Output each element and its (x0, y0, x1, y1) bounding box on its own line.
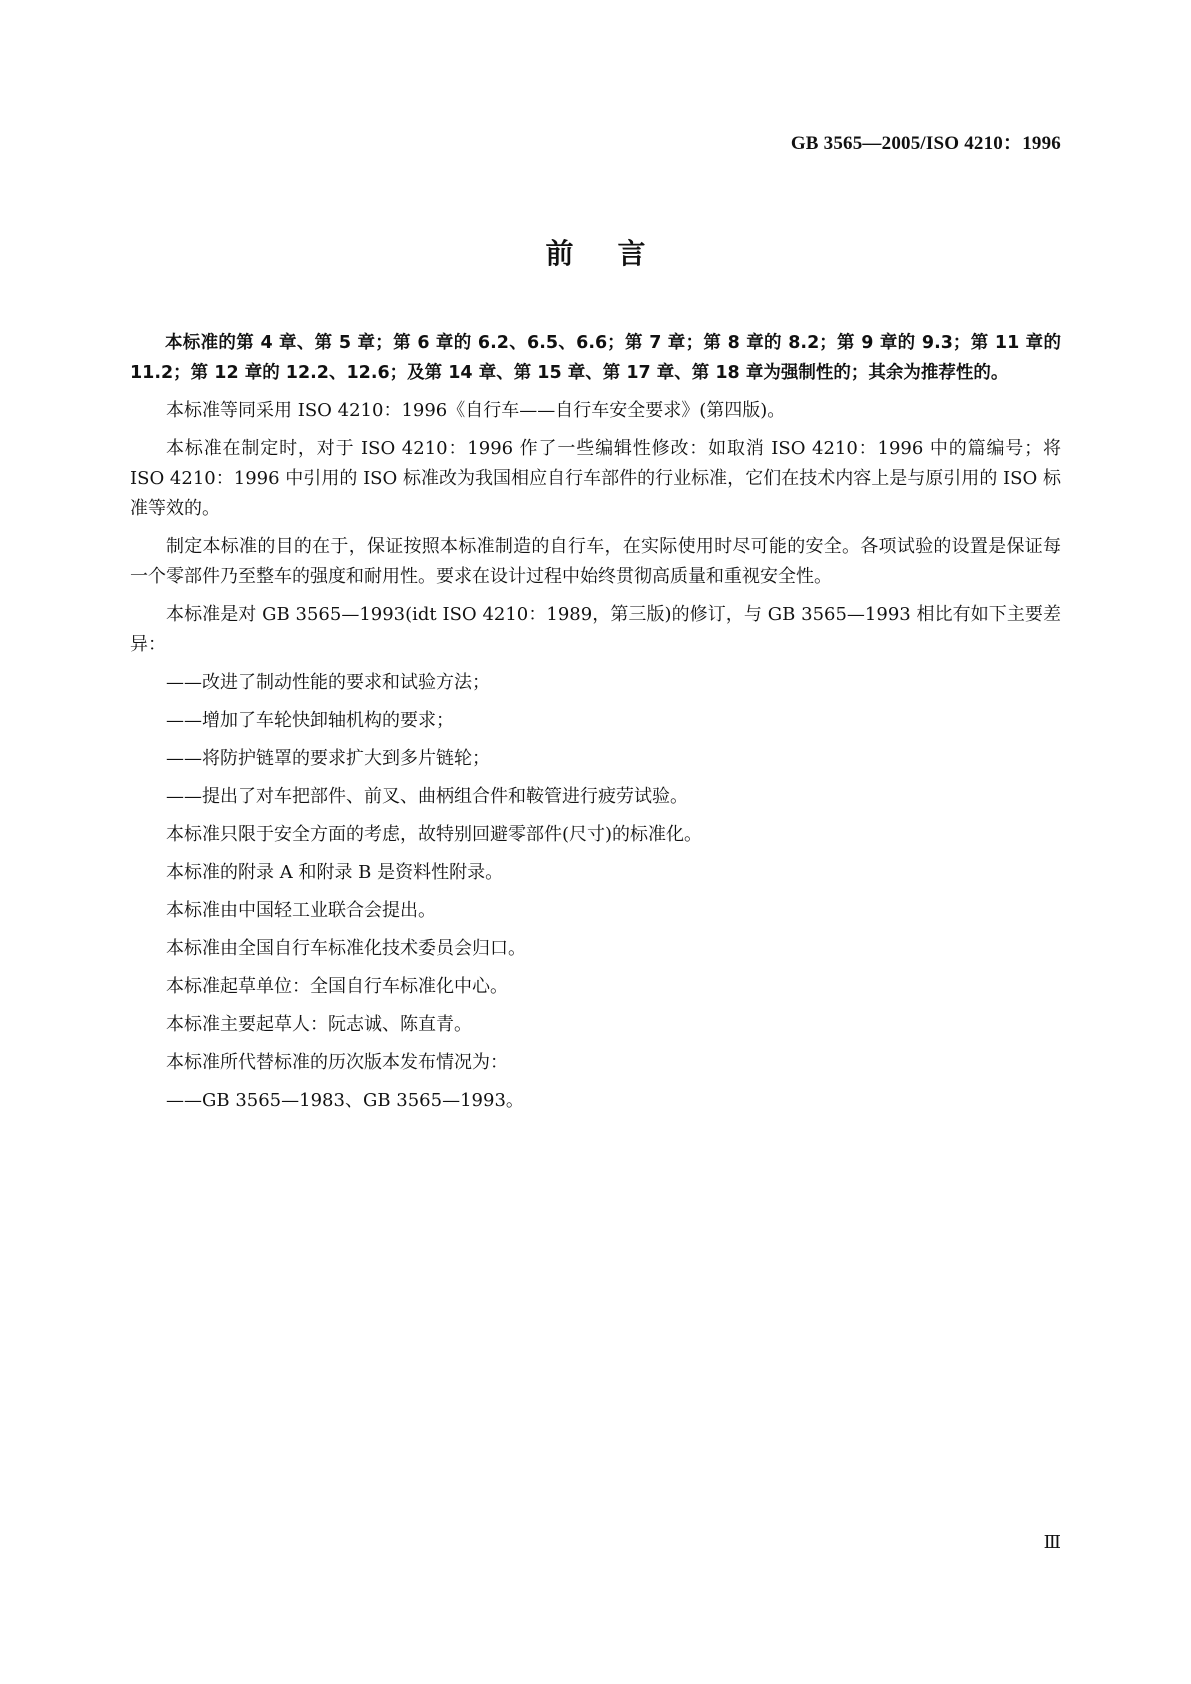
paragraph-drafters: 本标准主要起草人：阮志诚、陈直青。 (166, 1014, 472, 1035)
paragraph-drafting-unit: 本标准起草单位：全国自行车标准化中心。 (166, 976, 508, 997)
list-item-difference: ——提出了对车把部件、前叉、曲柄组合件和鞍管进行疲劳试验。 (166, 786, 688, 807)
paragraph-purpose: 制定本标准的目的在于，保证按照本标准制造的自行车，在实际使用时尽可能的安全。各项试验的设置是保证每一个零部件乃至整车的强度和耐用性。要求在设计过程中始终贯彻高质量和重视安全性。 (130, 536, 1061, 587)
paragraph-previous-editions: 本标准所代替标准的历次版本发布情况为： (166, 1052, 508, 1073)
paragraph-editorial-changes: 本标准在制定时，对于 ISO 4210：1996 作了一些编辑性修改：如取消 ISO 4210：1996 中的篇编号；将 ISO 4210：1996 中引用的 ISO 标准改为我国相应自行车部件的行业标准，它们在技术内容上是与原引用的 ISO 标准等效的。 (130, 438, 1061, 519)
paragraph-proposer: 本标准由中国轻工业联合会提出。 (166, 900, 436, 921)
list-item-difference: ——将防护链罩的要求扩大到多片链轮； (166, 748, 490, 769)
list-item-difference: ——增加了车轮快卸轴机构的要求； (166, 710, 454, 731)
paragraph-mandatory-clauses: 本标准的第 4 章、第 5 章；第 6 章的 6.2、6.5、6.6；第 7 章；第 8 章的 8.2；第 9 章的 9.3；第 11 章的 11.2；第 12 章的 12.2、12.6；及第 14 章、第 15 章、第 17 章、第 18 章为强制性的；其余为推荐性的。 (130, 333, 1061, 383)
paragraph-annexes: 本标准的附录 A 和附录 B 是资料性附录。 (166, 862, 504, 883)
paragraph-adoption: 本标准等同采用 ISO 4210：1996《自行车——自行车安全要求》(第四版)。 (166, 400, 786, 421)
paragraph-revision: 本标准是对 GB 3565—1993(idt ISO 4210：1989，第三版)的修订，与 GB 3565—1993 相比有如下主要差异： (130, 604, 1061, 655)
paragraph-committee: 本标准由全国自行车标准化技术委员会归口。 (166, 938, 526, 959)
foreword-body (130, 328, 1061, 1124)
page-title: 前言 (545, 237, 690, 270)
standard-code: GB 3565—2005/ISO 4210：1996 (790, 133, 1061, 154)
list-item-difference: ——改进了制动性能的要求和试验方法； (166, 672, 490, 693)
list-item-previous-edition: ——GB 3565—1983、GB 3565—1993。 (166, 1090, 524, 1111)
page-number: Ⅲ (1043, 1532, 1061, 1552)
paragraph-scope: 本标准只限于安全方面的考虑，故特别回避零部件(尺寸)的标准化。 (166, 824, 703, 845)
